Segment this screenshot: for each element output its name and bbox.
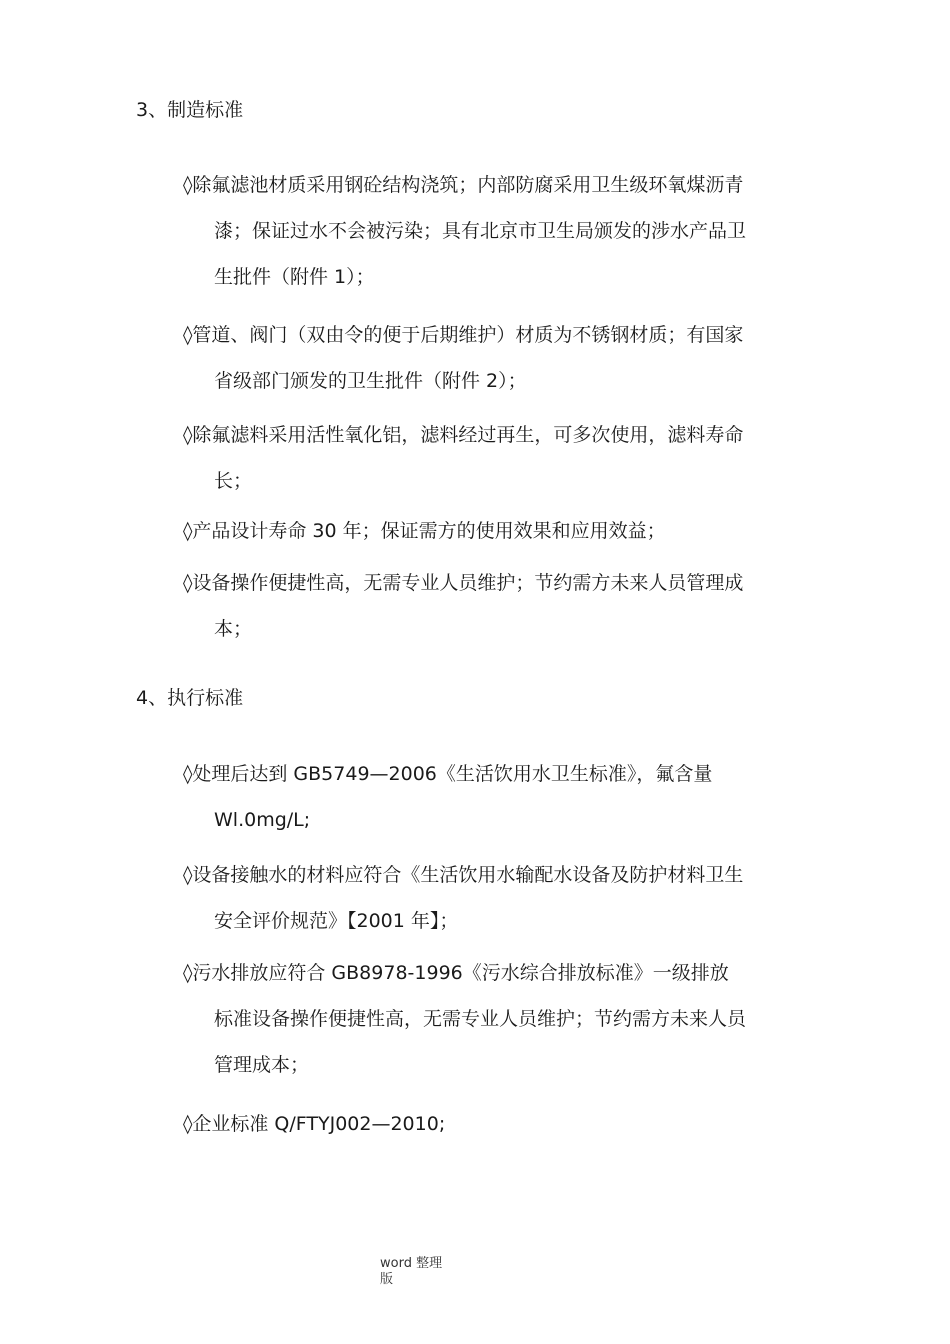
item-line: ◊处理后达到 GB5749—2006《生活饮用水卫生标准》，氟含量 bbox=[183, 763, 713, 785]
item-line: ◊除氟滤池材质采用钢砼结构浇筑；内部防腐采用卫生级环氧煤沥青 bbox=[183, 174, 744, 196]
section-4-heading: 4、执行标准 bbox=[136, 687, 244, 709]
section-4-item-3 bbox=[183, 950, 823, 1088]
item-line: 生批件（附件 1）； bbox=[214, 266, 375, 288]
item-line: 本； bbox=[214, 618, 253, 640]
section-3-heading: 3、制造标准 bbox=[136, 99, 244, 121]
item-line: ◊设备接触水的材料应符合《生活饮用水输配水设备及防护材料卫生 bbox=[183, 864, 744, 886]
item-line: 漆；保证过水不会被污染；具有北京市卫生局颁发的涉水产品卫 bbox=[214, 220, 747, 242]
item-line: ◊污水排放应符合 GB8978-1996《污水综合排放标准》一级排放 bbox=[183, 962, 729, 984]
section-3-item-2 bbox=[183, 312, 823, 404]
item-line: 省级部门颁发的卫生批件（附件 2）； bbox=[214, 370, 527, 392]
page-footer bbox=[380, 1256, 442, 1288]
section-4-item-2 bbox=[183, 852, 823, 944]
item-line: Wl.0mg/L; bbox=[214, 809, 311, 831]
section-3-item-3 bbox=[183, 412, 823, 504]
item-line: 标准设备操作便捷性高，无需专业人员维护；节约需方未来人员 bbox=[214, 1008, 747, 1030]
item-line: 管理成本； bbox=[214, 1054, 310, 1076]
item-line: ◊管道、阀门（双由令的便于后期维护）材质为不锈钢材质；有国家 bbox=[183, 324, 744, 346]
section-3-item-5 bbox=[183, 560, 823, 652]
section-3-item-1 bbox=[183, 162, 823, 300]
section-3-item-4 bbox=[183, 508, 823, 554]
item-line: ◊企业标准 Q/FTYJ002—2010; bbox=[183, 1113, 446, 1135]
footer-line: word 整理 bbox=[380, 1256, 443, 1271]
item-line: ◊产品设计寿命 30 年；保证需方的使用效果和应用效益； bbox=[183, 520, 666, 542]
item-line: 长； bbox=[214, 470, 253, 492]
item-line: ◊设备操作便捷性高，无需专业人员维护；节约需方未来人员管理成 bbox=[183, 572, 744, 594]
item-line: ◊除氟滤料采用活性氧化铝，滤料经过再生，可多次使用，滤料寿命 bbox=[183, 424, 744, 446]
item-line: 安全评价规范》【2001 年】； bbox=[214, 910, 459, 932]
section-4-item-1 bbox=[183, 751, 823, 843]
footer-line: 版 bbox=[380, 1272, 394, 1287]
section-4-item-4 bbox=[183, 1101, 823, 1147]
